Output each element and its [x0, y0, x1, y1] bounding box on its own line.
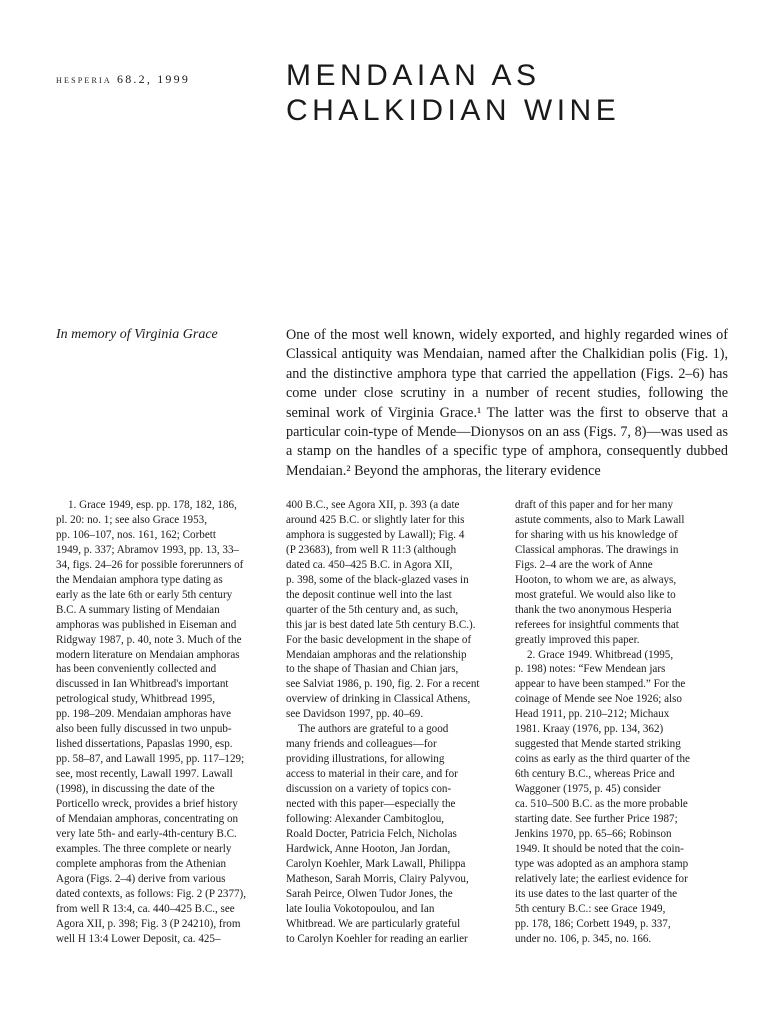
footnote-line: astute comments, also to Mark Lawall — [515, 513, 685, 526]
footnote-line: pp. 178, 186; Corbett 1949, p. 337, — [515, 917, 671, 930]
footnote-line: discussion on a variety of topics con- — [286, 783, 452, 796]
footnote-line: Porticello wreck, provides a brief history — [56, 798, 238, 811]
main-paragraph: One of the most well known, widely exported, and highly regarded wines of Classical antiquity was Mendaian, named after the Chalkidian polis (Fig. 1), and the distinctive amphora type that carried the appellation (Figs. 2–6) has come under close scrutiny in a number of recent studies, following the seminal work of Virginia Grace.¹ The latter was the first to observe that a particular coin-type of Mende—Dionysos on an ass (Figs. 7, 8)—was used as a stamp on the handles of a specific type of amphora, consequently dubbed Mendaian.² Beyond the amphoras, the literary evidence — [286, 327, 728, 479]
footnote-line: 2. Grace 1949. Whitbread (1995, — [527, 648, 674, 661]
footnote-line: p. 398, some of the black-glazed vases in — [286, 573, 469, 586]
footnote-line: pl. 20: no. 1; see also Grace 1953, — [56, 513, 207, 526]
footnote-line: late Ioulia Vokotopoulou, and Ian — [286, 902, 435, 915]
footnote-line: Whitbread. We are particularly grateful — [286, 917, 461, 930]
footnotes-column-1 — [56, 498, 268, 947]
footnote-line: Sarah Peirce, Olwen Tudor Jones, the — [286, 887, 453, 900]
footnote-line: Figs. 2–4 are the work of Anne — [515, 558, 653, 571]
footnote-line: early as the late 6th or early 5th century — [56, 588, 233, 601]
footnote-line: relatively late; the earliest evidence for — [515, 872, 688, 885]
footnote-line: 1981. Kraay (1976, pp. 134, 362) — [515, 723, 664, 736]
footnote-line: (P 23683), from well R 11:3 (although — [286, 543, 457, 556]
footnote-line: Mendaian amphoras and the relationship — [286, 648, 467, 661]
footnote-line: Agora XII, p. 398; Fig. 3 (P 24210), from — [56, 917, 241, 930]
footnote-line: of Mendaian amphoras, concentrating on — [56, 813, 239, 826]
footnote-line: dated contexts, as follows: Fig. 2 (P 2377), — [56, 887, 247, 900]
footnote-line: to the shape of Thasian and Chian jars, — [286, 663, 459, 676]
footnote-line: Classical amphoras. The drawings in — [515, 543, 679, 556]
footnote-line: B.C. A summary listing of Mendaian — [56, 603, 220, 616]
journal-citation: hesperia 68.2, 1999 — [56, 72, 191, 86]
footnote-line: 5th century B.C.: see Grace 1949, — [515, 902, 666, 915]
footnote-line: Head 1911, pp. 210–212; Michaux — [515, 708, 670, 721]
footnote-line: 1. Grace 1949, esp. pp. 178, 182, 186, — [68, 499, 237, 511]
footnote-line: Jenkins 1970, pp. 65–66; Robinson — [515, 827, 672, 840]
footnote-line: referees for insightful comments that — [515, 618, 679, 631]
footnote-line: Matheson, Sarah Morris, Clairy Palyvou, — [286, 872, 469, 885]
footnote-line: 34, figs. 24–26 for possible forerunners of — [56, 558, 244, 571]
footnote-line: for sharing with us his knowledge of — [515, 528, 678, 541]
footnote-line: amphora is suggested by Lawall); Fig. 4 — [286, 528, 465, 541]
footnote-line: quarter of the 5th century and, as such, — [286, 603, 459, 616]
footnote-line: For the basic development in the shape of — [286, 633, 472, 646]
title-line-2: CHALKIDIAN WINE — [286, 94, 621, 127]
footnote-line: pp. 106–107, nos. 161, 162; Corbett — [56, 528, 216, 541]
footnote-line: following: Alexander Cambitoglou, — [286, 813, 445, 826]
footnote-line: see, most recently, Lawall 1997. Lawall — [56, 768, 233, 781]
footnote-line: Carolyn Koehler, Mark Lawall, Philippa — [286, 857, 466, 870]
footnote-line: draft of this paper and for her many — [515, 499, 674, 511]
footnote-line: see Salviat 1986, p. 190, fig. 2. For a recent — [286, 678, 480, 691]
dedication: In memory of Virginia Grace — [56, 327, 218, 342]
footnote-line: pp. 198–209. Mendaian amphoras have — [56, 708, 231, 721]
footnote-line: Ridgway 1987, p. 40, note 3. Much of the — [56, 633, 242, 646]
footnote-line: appear to have been stamped.” For the — [515, 678, 686, 691]
footnote-line: well H 13:4 Lower Deposit, ca. 425– — [56, 932, 221, 945]
footnote-line: very late 5th- and early-4th-century B.C. — [56, 827, 237, 840]
footnote-line: 1949, p. 337; Abramov 1993, pp. 13, 33– — [56, 543, 240, 556]
footnote-line: 1949. It should be noted that the coin- — [515, 842, 684, 855]
footnote-line: greatly improved this paper. — [515, 633, 640, 646]
footnote-line: Hooton, to whom we are, as always, — [515, 573, 677, 586]
title-line-1: MENDAIAN AS — [286, 59, 541, 92]
footnote-line: Waggoner (1975, p. 45) consider — [515, 783, 661, 796]
footnote-line: overview of drinking in Classical Athens, — [286, 693, 471, 706]
footnote-line: dated ca. 450–425 B.C. in Agora XII, — [286, 558, 453, 571]
footnote-line: coinage of Mende see Noe 1926; also — [515, 693, 682, 706]
footnote-line: also been fully discussed in two unpub- — [56, 723, 232, 736]
footnote-line: suggested that Mende started striking — [515, 738, 681, 751]
footnotes-column-3 — [515, 498, 729, 947]
footnote-line: has been conveniently collected and — [56, 663, 217, 676]
footnote-line: to Carolyn Koehler for reading an earlier — [286, 932, 468, 945]
footnote-line: this jar is best dated late 5th century B.C.). — [286, 618, 476, 631]
footnote-line: pp. 58–87, and Lawall 1995, pp. 117–129; — [56, 753, 245, 766]
footnote-line: starting date. See further Price 1987; — [515, 813, 678, 826]
article-title — [286, 58, 620, 128]
footnote-line: nected with this paper—especially the — [286, 798, 456, 811]
footnote-line: coins as early as the third quarter of the — [515, 753, 690, 766]
footnote-line: from well R 13:4, ca. 440–425 B.C., see — [56, 902, 235, 915]
footnote-line: (1998), in discussing the date of the — [56, 783, 215, 796]
footnote-line: its use dates to the last quarter of the — [515, 887, 678, 900]
footnote-line: Roald Docter, Patricia Felch, Nicholas — [286, 827, 457, 840]
footnote-line: p. 198) notes: “Few Mendean jars — [515, 663, 666, 676]
footnote-line: 400 B.C., see Agora XII, p. 393 (a date — [286, 499, 460, 511]
footnote-line: the Mendaian amphora type dating as — [56, 573, 223, 586]
footnote-line: 6th century B.C., whereas Price and — [515, 768, 675, 781]
footnote-line: modern literature on Mendaian amphoras — [56, 648, 240, 661]
footnote-line: under no. 106, p. 345, no. 166. — [515, 932, 652, 945]
footnote-line: Agora (Figs. 2–4) derive from various — [56, 872, 226, 885]
footnote-line: lished dissertations, Papaslas 1990, esp. — [56, 738, 233, 751]
footnote-line: thank the two anonymous Hesperia — [515, 603, 672, 616]
footnote-line: discussed in Ian Whitbread's important — [56, 678, 229, 691]
footnote-line: complete amphoras from the Athenian — [56, 857, 227, 870]
footnote-line: The authors are grateful to a good — [298, 723, 449, 736]
footnote-line: petrological study, Whitbread 1995, — [56, 693, 215, 706]
footnote-line: many friends and colleagues—for — [286, 738, 437, 751]
footnote-line: around 425 B.C. or slightly later for this — [286, 513, 465, 526]
footnote-line: access to material in their care, and for — [286, 768, 458, 781]
footnote-line: amphoras was published in Eiseman and — [56, 618, 237, 631]
footnote-line: ca. 510–500 B.C. as the more probable — [515, 798, 688, 811]
footnotes-column-2 — [286, 498, 498, 947]
footnote-line: type was adopted as an amphora stamp — [515, 857, 689, 870]
footnote-line: most grateful. We would also like to — [515, 588, 676, 601]
footnote-line: providing illustrations, for allowing — [286, 753, 445, 766]
footnote-line: examples. The three complete or nearly — [56, 842, 232, 855]
footnote-line: the deposit continue well into the last — [286, 588, 452, 601]
footnote-line: see Davidson 1997, pp. 40–69. — [286, 708, 424, 721]
footnote-line: Hardwick, Anne Hooton, Jan Jordan, — [286, 842, 451, 855]
